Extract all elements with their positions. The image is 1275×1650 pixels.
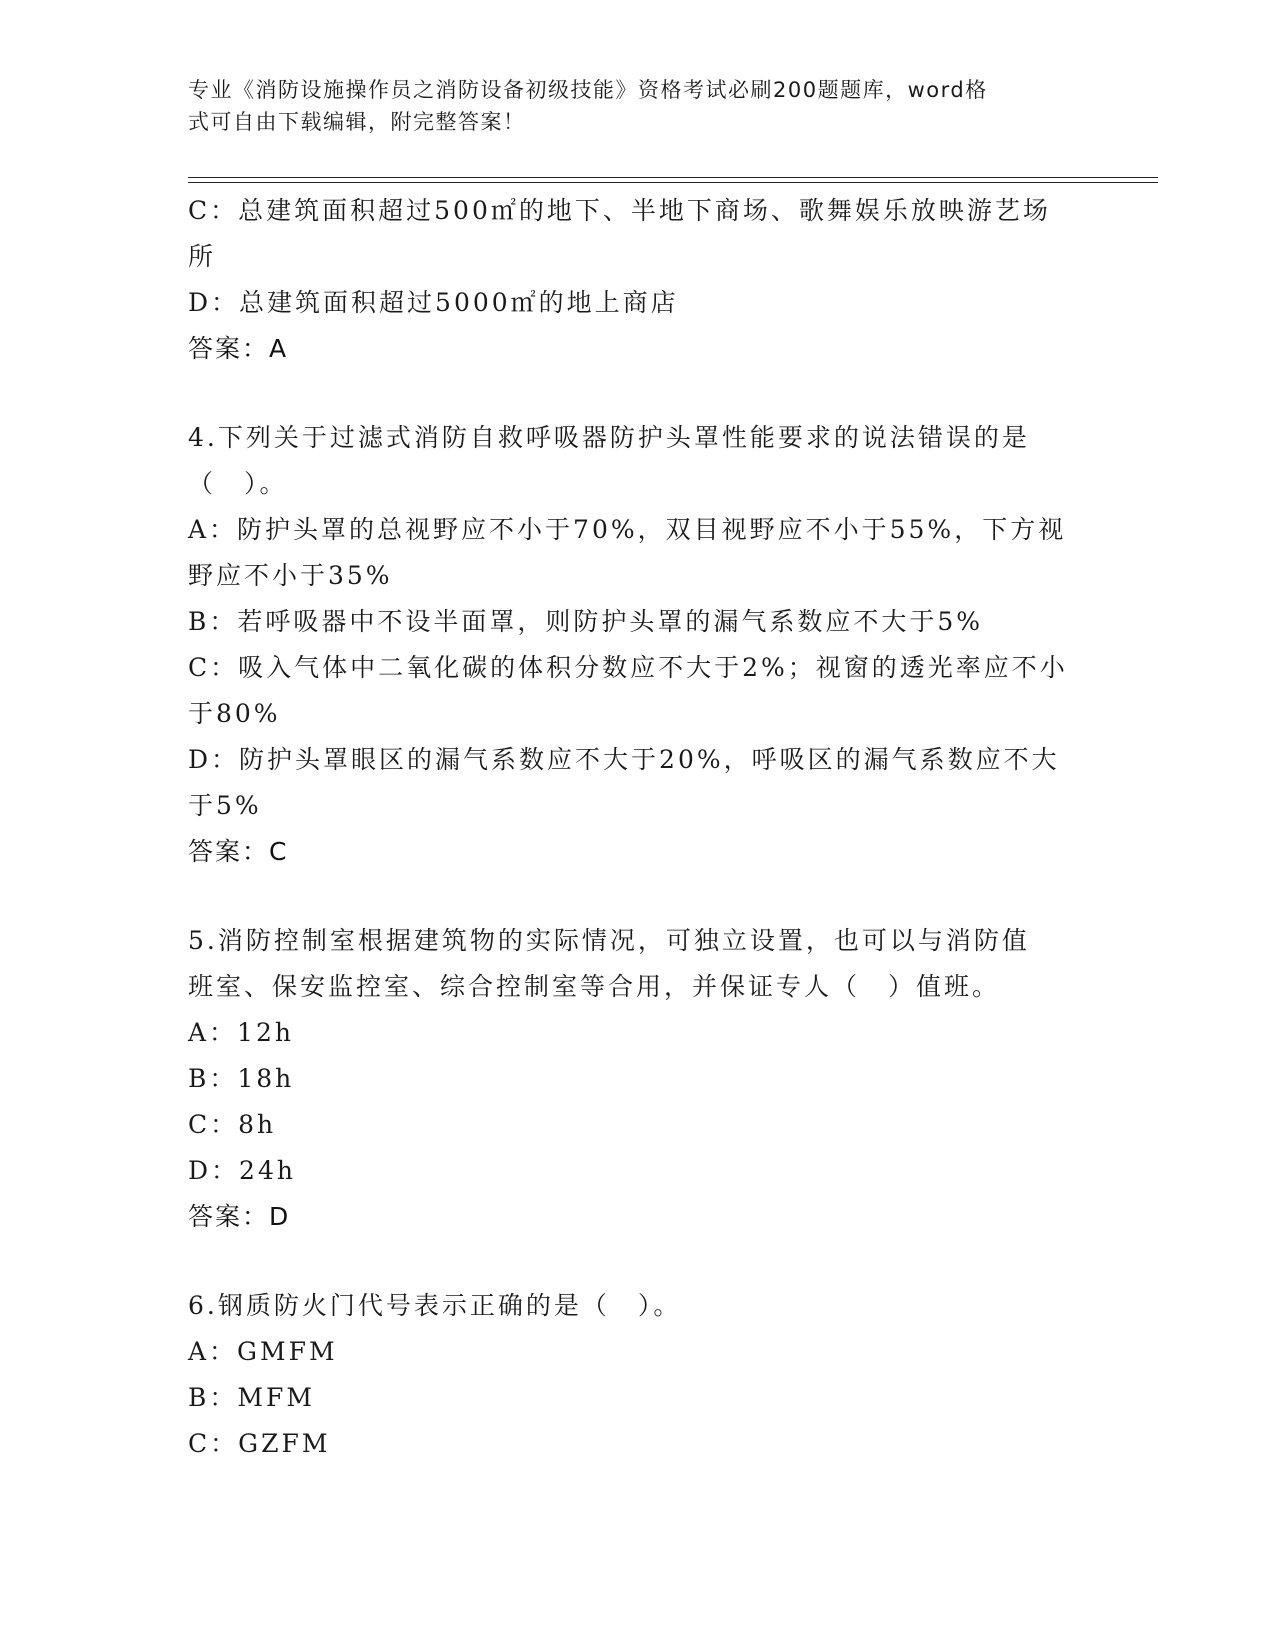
header-line-1: 专业《消防设施操作员之消防设备初级技能》资格考试必刷200题题库，word格	[188, 78, 988, 102]
option-c-line-2: 于80%	[188, 699, 281, 728]
header-divider-top	[188, 177, 1158, 178]
question-3-tail	[188, 188, 1088, 372]
question-stem-line-1: 6.钢质防火门代号表示正确的是（ ）。	[188, 1291, 682, 1320]
option-b: B：若呼吸器中不设半面罩，则防护头罩的漏气系数应不大于5%	[188, 607, 984, 636]
header-divider-bottom	[188, 182, 1158, 183]
question-4	[188, 415, 1088, 875]
option-d: D：总建筑面积超过5000㎡的地上商店	[188, 288, 679, 317]
option-b: B：18h	[188, 1064, 295, 1093]
option-c-line-2: 所	[188, 242, 217, 271]
question-spacer	[188, 1240, 1088, 1283]
option-c-line-1: C：吸入气体中二氧化碳的体积分数应不大于2%；视窗的透光率应不小	[188, 653, 1068, 682]
header-line-2: 式可自由下载编辑，附完整答案！	[188, 110, 526, 134]
answer: 答案：C	[188, 837, 289, 866]
document-header	[188, 74, 1088, 138]
question-5	[188, 918, 1088, 1240]
question-stem-line-1: 5.消防控制室根据建筑物的实际情况，可独立设置，也可以与消防值	[188, 926, 1030, 955]
option-c: C：GZFM	[188, 1429, 331, 1458]
option-c-line-1: C：总建筑面积超过500㎡的地下、半地下商场、歌舞娱乐放映游艺场	[188, 196, 1051, 225]
question-list	[188, 188, 1088, 1467]
question-spacer	[188, 875, 1088, 918]
question-spacer	[188, 372, 1088, 415]
option-a-line-2: 野应不小于35%	[188, 561, 393, 590]
option-d-line-1: D：防护头罩眼区的漏气系数应不大于20%，呼吸区的漏气系数应不大	[188, 745, 1060, 774]
option-c: C：8h	[188, 1110, 277, 1139]
option-d: D：24h	[188, 1156, 296, 1185]
option-a-line-1: A：防护头罩的总视野应不小于70%，双目视野应不小于55%，下方视	[188, 515, 1067, 544]
question-stem-line-1: 4.下列关于过滤式消防自救呼吸器防护头罩性能要求的说法错误的是	[188, 423, 1030, 452]
question-stem-line-2: （ ）。	[188, 469, 288, 498]
option-d-line-2: 于5%	[188, 791, 262, 820]
question-6	[188, 1283, 1088, 1467]
answer: 答案：D	[188, 1202, 291, 1231]
option-a: A：12h	[188, 1018, 294, 1047]
option-b: B：MFM	[188, 1383, 315, 1412]
question-stem-line-2: 班室、保安监控室、综合控制室等合用，并保证专人（ ）值班。	[188, 972, 1001, 1001]
answer: 答案：A	[188, 334, 289, 363]
option-a: A：GMFM	[188, 1337, 338, 1366]
